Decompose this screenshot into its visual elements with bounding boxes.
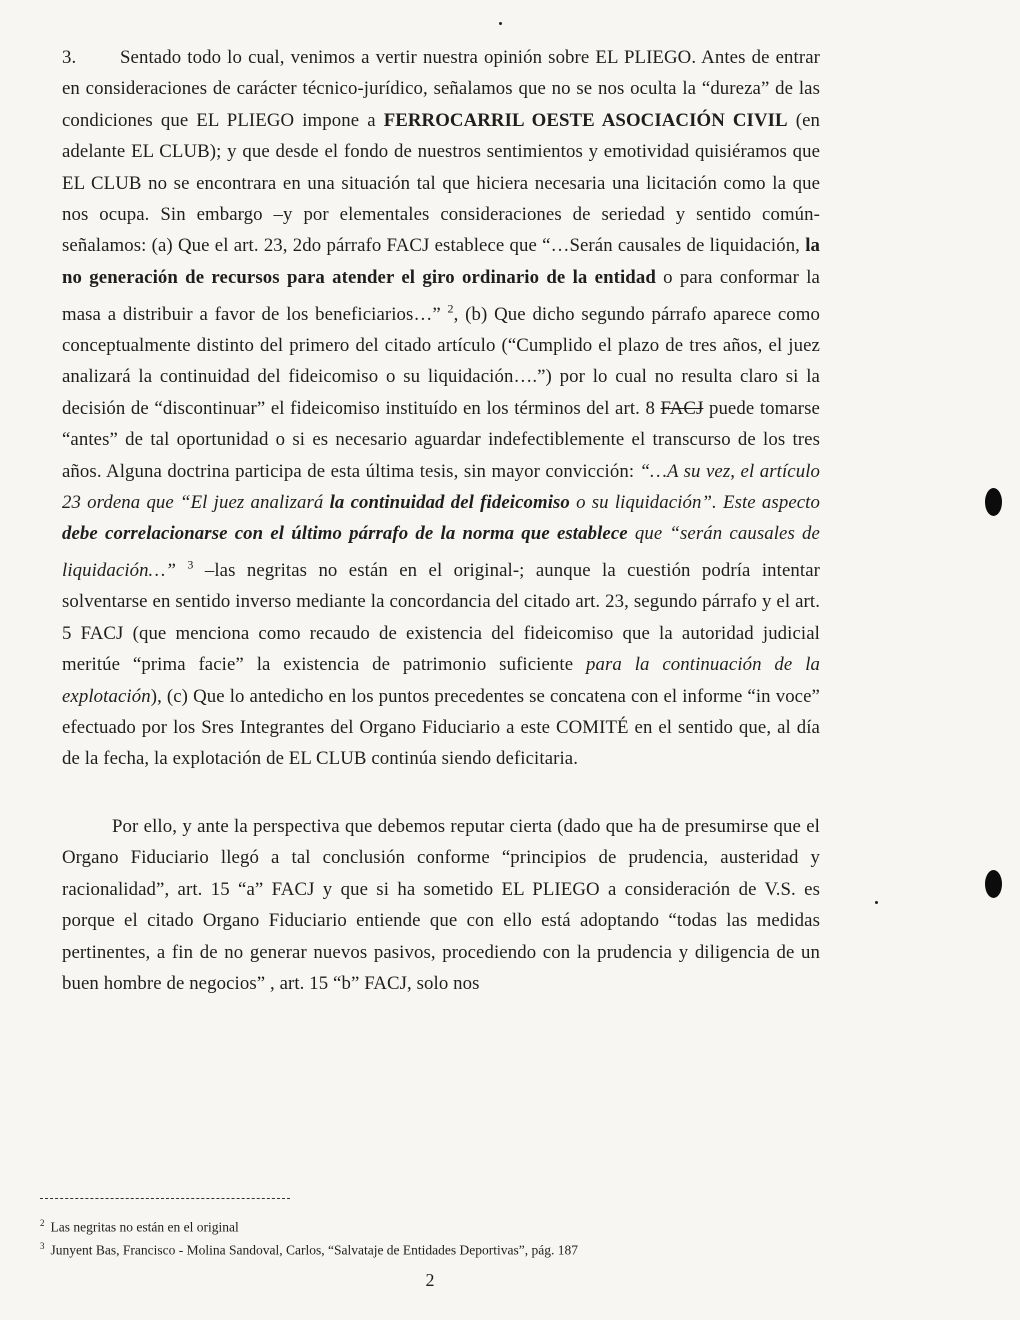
text-run: , (b) Que dicho segundo párrafo aparece como conceptualmente distinto del primero del citado artículo (“Cumplido el plazo de tres años, el juez analizará la continuidad del fideicomiso o su liquidación….”) por lo cual no resulta claro si la decisión de “discontinuar” el fideicomiso instituído en los términos del art. 8 (62, 303, 820, 419)
footnote (40, 1214, 760, 1237)
scan-speck (875, 901, 878, 904)
text-run: que “serán causales de liquidación…” (62, 523, 820, 582)
footnote-reference: 2 (447, 301, 454, 316)
text-run: Sentado todo lo cual, venimos a vertir nuestra opinión sobre EL PLIEGO. Antes de entrar en consideraciones de carácter técnico-jurídico, señalamos que no se nos oculta la “dureza” de las condiciones que EL PLIEGO impone a (62, 47, 820, 131)
section-number: 3. (62, 47, 77, 68)
body-text (62, 42, 820, 999)
text-run: “…A su vez, el artículo 23 ordena que “El juez analizará (62, 460, 820, 513)
punch-hole (985, 488, 1002, 516)
scan-speck (499, 22, 502, 25)
bold-text-run: la continuidad del fideicomiso (329, 491, 570, 513)
bold-text-run: FERROCARRIL OESTE ASOCIACIÓN CIVIL (383, 109, 788, 131)
text-run: o su liquidación”. Este aspecto (569, 491, 820, 513)
footnote-text: Junyent Bas, Francisco - Molina Sandoval, Carlos, “Salvataje de Entidades Deportivas”, pág. 187 (50, 1242, 579, 1257)
text-run: para la continuación de la explotación (62, 654, 820, 707)
text-run: ), (c) Que lo antedicho en los puntos precedentes se concatena con el informe “in voce” efectuado por los Sres Integrantes del Organo Fiduciario a este COMITÉ en el sentido que, al día de la fecha, la explotación de EL CLUB continúa siendo deficitaria. (62, 685, 820, 770)
text-run: o para conformar la masa a distribuir a favor de los beneficiarios…” (62, 266, 820, 325)
footnotes (40, 1214, 760, 1259)
footnote-number: 2 (40, 1218, 45, 1228)
text-run: –las negritas no están en el original-; aunque la cuestión podría intentar solventarse en sentido inverso mediante la concordancia del citado art. 23, segundo párrafo y el art. 5 FACJ (que menciona como recaudo de existencia del fideicomiso que la autoridad judicial meritúe “prima facie” la existencia de patrimonio suficiente (62, 560, 820, 676)
footnote (40, 1237, 760, 1260)
bold-text-run: la no generación de recursos para atender el giro ordinario de la entidad (62, 235, 820, 288)
footnote-text: Las negritas no están en el original (50, 1219, 239, 1235)
text-run: FACJ (660, 397, 704, 419)
paragraph-1-content (62, 47, 820, 769)
page-number: 2 (425, 1270, 435, 1290)
text-run: puede tomarse “antes” de tal oportunidad o si es necesario aguardar indefectiblemente el transcurso de los tres años. Alguna doctrina participa de esta última tesis, sin mayor convicción: (62, 397, 820, 482)
punch-hole (985, 870, 1002, 898)
bold-text-run: debe correlacionarse con el último párrafo de la norma que establece (62, 523, 628, 545)
footnote-number: 3 (40, 1240, 45, 1251)
paragraph-1 (62, 42, 820, 775)
footnote-reference: 3 (187, 557, 194, 572)
footnote-separator (40, 1198, 290, 1199)
text-run: (en adelante EL CLUB); y que desde el fondo de nuestros sentimientos y emotividad quisiéramos que EL CLUB no se encontrara en una situación tal que hiciera necesaria una licitación como la que nos ocupa. Sin embargo –y por elementales consideraciones de seriedad y sentido común- señalamos: (a) Que el art. 23, 2do párrafo FACJ establece que “…Serán causales de liquidación, (62, 109, 820, 257)
paragraph-2: Por ello, y ante la perspectiva que debemos reputar cierta (dado que ha de presumirse que el Organo Fiduciario llegó a tal conclusión conforme “principios de prudencia, austeridad y racionalidad”, art. 15 “a” FACJ y que si ha sometido EL PLIEGO a consideración de V.S. es porque el citado Organo Fiduciario entiende que con ello está adoptando “todas las medidas pertinentes, a fin de no generar nuevos pasivos, procediendo con la prudencia y diligencia de un buen hombre de negocios” , art. 15 “b” FACJ, solo nos (62, 815, 820, 994)
